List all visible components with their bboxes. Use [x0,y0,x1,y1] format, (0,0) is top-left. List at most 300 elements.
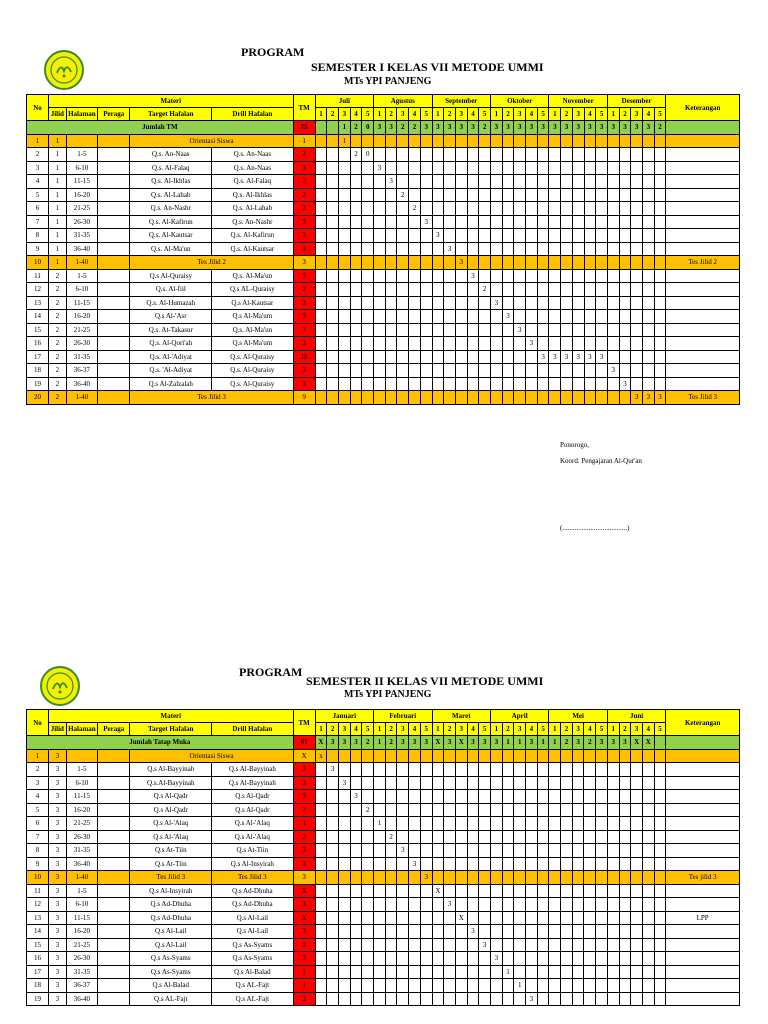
week-cell [526,364,538,378]
week-cell [502,337,514,351]
header-week: 5 [654,723,666,736]
week-cell [420,175,432,189]
signature-place: Ponorogo, [560,441,589,449]
week-cell [584,911,596,925]
week-cell [526,965,538,979]
row-drill: Q.s. Al-Quraisy [212,364,294,378]
week-cell [491,188,503,202]
week-cell [327,925,339,939]
week-cell [374,215,386,229]
week-cell [526,790,538,804]
week-cell [444,296,456,310]
week-cell [584,992,596,1006]
jumlah-week-cell: 1 [514,736,526,750]
week-cell [397,776,409,790]
week-cell [397,229,409,243]
week-cell [338,749,350,763]
week-cell [409,992,421,1006]
week-cell [631,884,643,898]
week-cell [479,790,491,804]
week-cell [362,871,374,885]
week-cell [514,965,526,979]
week-cell [561,817,573,831]
week-cell [526,817,538,831]
table-row [27,161,740,175]
week-cell [502,188,514,202]
week-cell [397,790,409,804]
row-keterangan [666,350,740,364]
row-tm: 3 [293,175,315,189]
row-halaman: 31-35 [66,350,97,364]
week-cell [327,844,339,858]
week-cell [327,871,339,885]
week-cell [479,188,491,202]
week-cell: 3 [561,350,573,364]
week-cell [455,242,467,256]
header-halaman: Halaman [66,108,97,121]
row-no: 9 [27,857,49,871]
row-tm: 3 [293,790,315,804]
week-cell [467,161,479,175]
week-cell [350,938,362,952]
row-target: Q.s Al-Lail [130,938,212,952]
row-halaman: 6-10 [66,283,97,297]
week-cell [338,242,350,256]
week-cell [491,391,503,405]
row-tm: 1 [293,134,315,148]
week-cell [631,749,643,763]
week-cell [526,803,538,817]
week-cell [385,790,397,804]
week-cell [596,898,608,912]
week-cell [561,979,573,993]
week-cell [654,952,666,966]
week-cell [619,749,631,763]
row-keterangan [666,283,740,297]
week-cell: 2 [397,188,409,202]
week-cell [631,161,643,175]
week-cell [607,175,619,189]
week-cell [385,776,397,790]
row-no: 8 [27,844,49,858]
week-cell [584,323,596,337]
row-tm: 3 [293,242,315,256]
week-cell [420,938,432,952]
row-tm: 3 [293,296,315,310]
row-jilid: 3 [48,857,66,871]
header-jilid: Jilid [48,723,66,736]
week-cell [549,992,561,1006]
row-peraga [98,161,130,175]
week-cell [502,283,514,297]
week-cell [409,337,421,351]
table-row [27,911,740,925]
jumlah-week-cell: 2 [479,121,491,135]
week-cell [374,323,386,337]
week-cell [409,161,421,175]
row-tm: 3 [293,377,315,391]
week-cell [654,749,666,763]
week-cell [584,803,596,817]
week-cell [479,830,491,844]
week-cell [444,377,456,391]
week-cell [362,377,374,391]
week-cell [642,884,654,898]
week-cell [420,763,432,777]
week-cell [315,202,327,216]
week-cell [561,175,573,189]
header-week: 4 [350,723,362,736]
row-peraga [98,148,130,162]
jumlah-week-cell: 1 [549,736,561,750]
week-cell [374,229,386,243]
week-cell [420,377,432,391]
week-cell [572,871,584,885]
row-keterangan [666,377,740,391]
week-cell [526,256,538,270]
week-cell [444,350,456,364]
week-cell [642,134,654,148]
row-tm: 3 [293,871,315,885]
week-cell [502,830,514,844]
week-cell: 3 [607,364,619,378]
week-cell [502,256,514,270]
row-drill: Q.s. Al-Quraisy [212,377,294,391]
row-halaman: 1-40 [66,871,97,885]
week-cell [619,364,631,378]
week-cell [561,925,573,939]
week-cell [479,898,491,912]
row-peraga [98,911,130,925]
week-cell [315,269,327,283]
table-row [27,175,740,189]
week-cell [338,391,350,405]
week-cell [607,296,619,310]
week-cell [502,229,514,243]
header-week: 1 [549,108,561,121]
week-cell [537,817,549,831]
table-row [27,844,740,858]
row-jilid: 3 [48,790,66,804]
week-cell [596,188,608,202]
week-cell [631,175,643,189]
week-cell [619,269,631,283]
week-cell [596,242,608,256]
week-cell [631,296,643,310]
row-tm: 1 [293,965,315,979]
week-cell [631,790,643,804]
week-cell [374,148,386,162]
jumlah-tm: 75 [293,121,315,135]
week-cell [596,776,608,790]
week-cell [374,391,386,405]
week-cell [397,391,409,405]
week-cell [526,391,538,405]
week-cell [362,884,374,898]
week-cell [572,803,584,817]
week-cell: 3 [409,857,421,871]
week-cell [432,310,444,324]
header-week: 3 [631,723,643,736]
row-no: 4 [27,175,49,189]
week-cell [642,979,654,993]
ummi-logo [44,50,84,90]
week-cell: 2 [362,803,374,817]
week-cell [432,148,444,162]
week-cell [631,148,643,162]
row-peraga [98,830,130,844]
week-cell [584,952,596,966]
week-cell [444,229,456,243]
week-cell [385,965,397,979]
header-month: Mei [549,710,607,723]
week-cell [327,161,339,175]
week-cell [526,377,538,391]
week-cell [607,310,619,324]
week-cell [444,857,456,871]
week-cell [432,134,444,148]
row-peraga [98,938,130,952]
week-cell [432,269,444,283]
jumlah-label: Jumlah TM [27,121,294,135]
week-cell [572,283,584,297]
row-no: 5 [27,188,49,202]
week-cell [490,763,502,777]
week-cell [549,256,561,270]
row-peraga [98,337,130,351]
row-halaman: 36-40 [66,857,97,871]
week-cell [444,134,456,148]
week-cell [338,229,350,243]
week-cell [642,188,654,202]
row-no: 13 [27,296,49,310]
week-cell [455,952,467,966]
row-halaman: 26-30 [66,337,97,351]
week-cell [397,965,409,979]
week-cell [374,188,386,202]
week-cell [479,134,491,148]
week-cell [642,965,654,979]
table-row [27,283,740,297]
header-week: 4 [642,108,654,121]
week-cell [315,323,327,337]
week-cell [631,817,643,831]
week-cell [596,161,608,175]
row-keterangan [666,817,740,831]
jumlah-week-cell: X [455,736,467,750]
week-cell [432,364,444,378]
row-no: 7 [27,215,49,229]
week-cell [596,803,608,817]
row-halaman: 6-10 [66,898,97,912]
row-jilid: 1 [48,175,66,189]
week-cell [409,215,421,229]
week-cell [642,310,654,324]
week-cell [549,391,561,405]
week-cell [432,952,444,966]
week-cell [327,898,339,912]
week-cell [385,229,397,243]
week-cell [338,857,350,871]
week-cell [607,377,619,391]
week-cell [327,296,339,310]
row-peraga [98,763,130,777]
jumlah-week-cell: 3 [432,121,444,135]
row-jilid: 3 [48,965,66,979]
header-week: 2 [561,108,573,121]
week-cell [572,148,584,162]
week-cell [315,229,327,243]
jumlah-week-cell: 3 [374,121,386,135]
week-cell [432,215,444,229]
week-cell [537,229,549,243]
row-tm: 2 [293,188,315,202]
week-cell [409,925,421,939]
week-cell [444,323,456,337]
row-halaman: 1-40 [66,391,97,405]
row-jilid: 2 [48,364,66,378]
row-target: Q.s. Al-fiil [130,283,212,297]
week-cell [455,965,467,979]
week-cell [455,884,467,898]
row-jilid: 1 [48,148,66,162]
table-row [27,965,740,979]
week-cell [432,202,444,216]
week-cell [537,296,549,310]
week-cell [654,979,666,993]
header-month: Maret [432,710,490,723]
week-cell [596,763,608,777]
week-cell [642,763,654,777]
jumlah-week-cell: 3 [385,121,397,135]
week-cell [619,215,631,229]
week-cell [631,364,643,378]
week-cell [467,871,479,885]
week-cell: 3 [420,871,432,885]
week-cell [584,898,596,912]
row-drill: Q.s. Al-Falaq [212,175,294,189]
week-cell [654,269,666,283]
semester-title: SEMESTER I KELAS VII METODE UMMI [311,60,544,74]
week-cell [607,161,619,175]
row-keterangan [666,229,740,243]
week-cell [607,148,619,162]
jumlah-week-cell: 3 [490,736,502,750]
week-cell [350,202,362,216]
week-cell [385,898,397,912]
week-cell [409,763,421,777]
row-keterangan [666,803,740,817]
week-cell [502,134,514,148]
row-peraga [98,790,130,804]
row-jilid: 3 [48,749,66,763]
week-cell [420,952,432,966]
jumlah-week-cell [654,736,666,750]
row-target: Q.s Al-Quraisy [130,269,212,283]
week-cell [642,776,654,790]
header-week: 5 [654,108,666,121]
week-cell [432,749,444,763]
row-halaman: 11-15 [66,911,97,925]
jumlah-week-cell: 3 [572,736,584,750]
row-halaman: 36-40 [66,992,97,1006]
jumlah-week-cell: 2 [654,121,666,135]
header-week: 3 [514,108,526,121]
week-cell [374,911,386,925]
week-cell [315,364,327,378]
week-cell [619,296,631,310]
week-cell [561,776,573,790]
week-cell [455,871,467,885]
week-cell [479,337,491,351]
week-cell [654,844,666,858]
week-cell [561,377,573,391]
week-cell [315,911,327,925]
week-cell [409,283,421,297]
row-jilid: 2 [48,391,66,405]
week-cell [514,269,526,283]
row-peraga [98,979,130,993]
week-cell [409,884,421,898]
row-target: Tes Jilid 3 [130,391,293,405]
week-cell [350,992,362,1006]
week-cell [350,283,362,297]
week-cell [514,817,526,831]
week-cell [572,377,584,391]
row-halaman: 1-40 [66,256,97,270]
header-week: 5 [537,723,549,736]
row-halaman: 1-5 [66,763,97,777]
week-cell: 3 [455,256,467,270]
week-cell [502,323,514,337]
header-week: 2 [444,723,456,736]
week-cell [631,188,643,202]
week-cell [619,938,631,952]
week-cell [350,911,362,925]
header-week: 4 [409,108,421,121]
week-cell [619,952,631,966]
week-cell [561,229,573,243]
week-cell [642,857,654,871]
week-cell [338,898,350,912]
row-no: 15 [27,938,49,952]
week-cell [642,364,654,378]
week-cell [607,215,619,229]
week-cell [444,938,456,952]
week-cell [526,830,538,844]
header-target: Target Hafalan [130,108,212,121]
week-cell [350,161,362,175]
week-cell [479,377,491,391]
week-cell [572,749,584,763]
week-cell [537,925,549,939]
header-week: 5 [537,108,549,121]
week-cell [338,830,350,844]
week-cell [362,965,374,979]
week-cell [561,134,573,148]
week-cell [490,898,502,912]
week-cell [385,323,397,337]
week-cell [549,377,561,391]
row-halaman: 36-37 [66,364,97,378]
week-cell [467,242,479,256]
week-cell [467,377,479,391]
jumlah-week-cell: 3 [444,736,456,750]
jumlah-week-cell: 3 [619,121,631,135]
week-cell [467,911,479,925]
week-cell [315,965,327,979]
week-cell [526,763,538,777]
